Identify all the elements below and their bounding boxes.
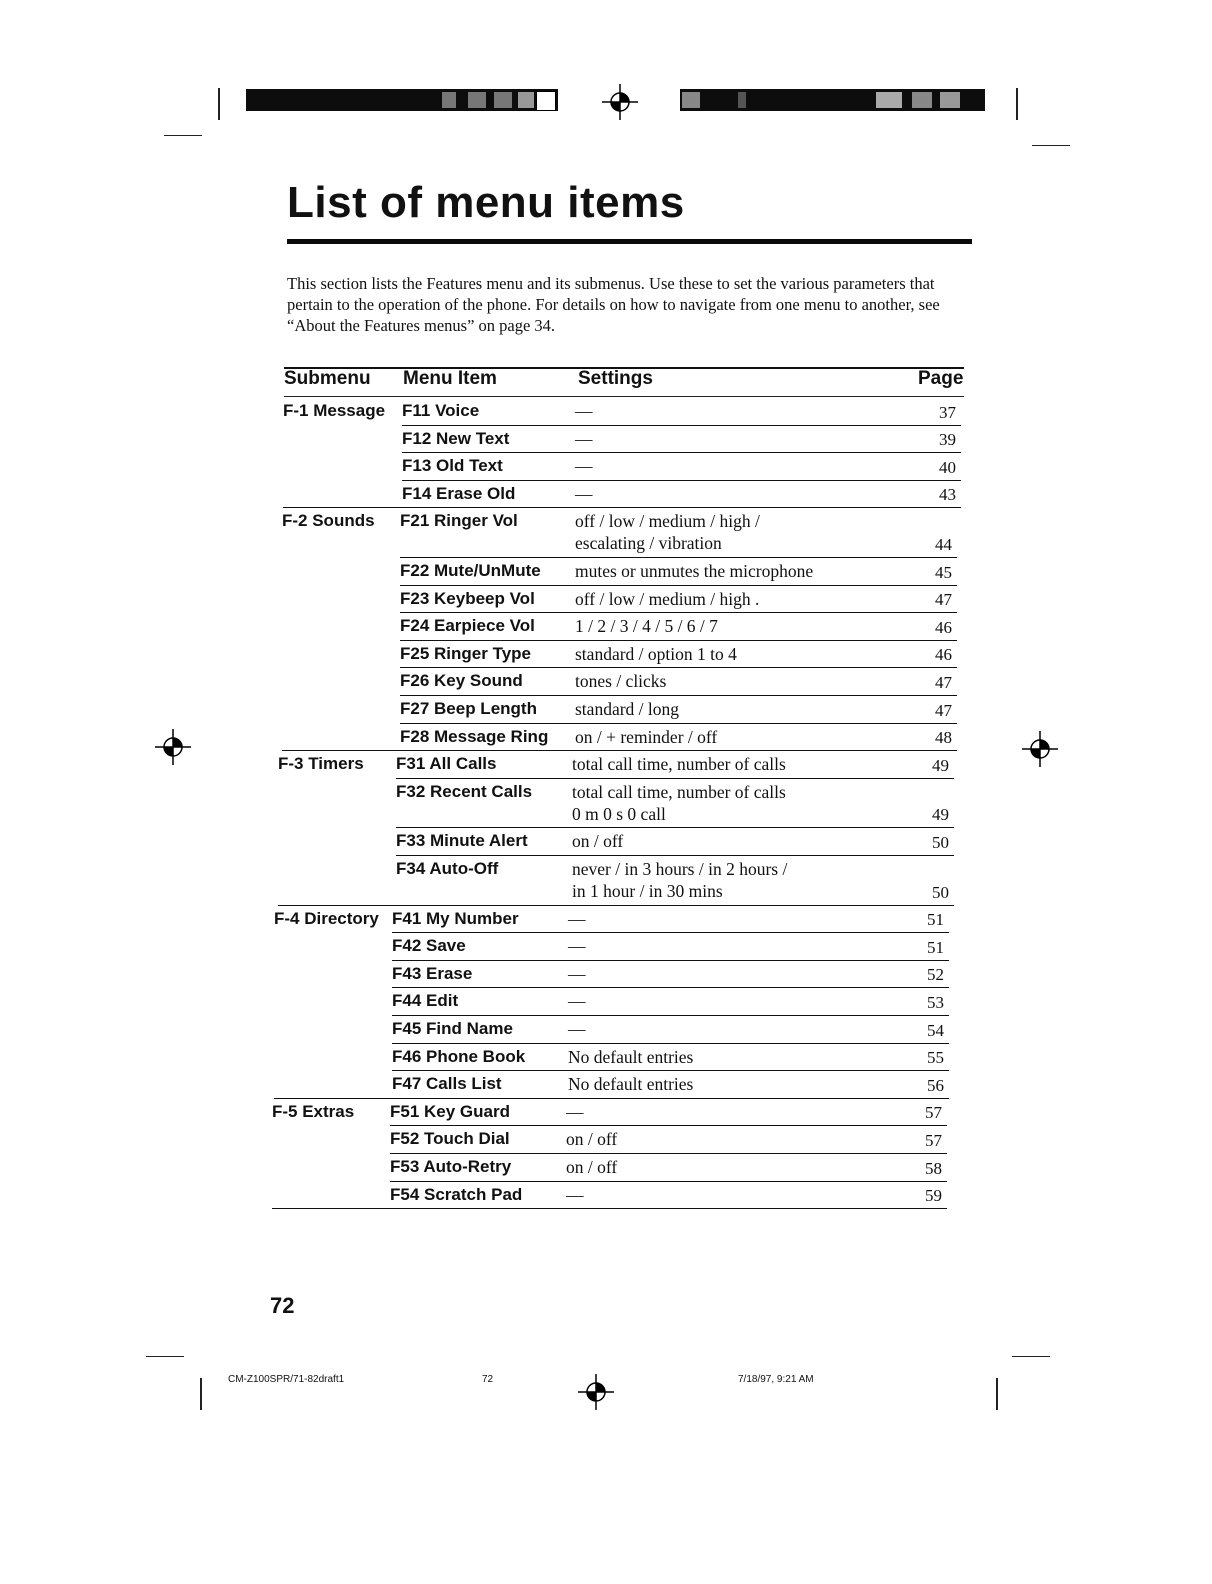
row-rule: [390, 1153, 947, 1154]
settings-value: standard / option 1 to 4: [575, 643, 737, 664]
table-row: [402, 399, 961, 427]
menu-item-label: F33 Minute Alert: [396, 831, 528, 851]
row-rule: [390, 1125, 947, 1126]
settings-value: —: [575, 401, 593, 421]
settings-value: escalating / vibration: [575, 533, 722, 554]
page-reference: 46: [935, 645, 952, 665]
menu-item-label: F51 Key Guard: [390, 1101, 510, 1121]
page-reference: 40: [939, 457, 956, 477]
settings-value: —: [568, 936, 586, 957]
page-reference: 47: [935, 590, 952, 610]
row-rule: [400, 612, 957, 613]
page-reference: 50: [932, 882, 949, 902]
page-reference: 37: [939, 402, 956, 422]
menu-item-label: F13 Old Text: [402, 456, 503, 476]
table-row: [392, 907, 949, 935]
menu-item-label: F26 Key Sound: [400, 671, 523, 691]
menu-item-label: F31 All Calls: [396, 754, 497, 774]
table-row: [390, 1155, 947, 1183]
page-number: 72: [270, 1293, 295, 1318]
page-reference: 51: [927, 910, 944, 930]
page-reference: 55: [927, 1048, 944, 1068]
menu-item-label: F27 Beep Length: [400, 699, 537, 718]
crop-mark: [164, 135, 202, 136]
settings-value: —: [575, 456, 593, 477]
menu-item-label: F12 New Text: [402, 428, 510, 448]
page-reference: 50: [932, 832, 949, 852]
menu-item-label: F52 Touch Dial: [390, 1129, 510, 1149]
row-rule: [392, 960, 949, 961]
footer-page: 72: [482, 1374, 494, 1385]
settings-value: —: [575, 428, 593, 449]
table-row: [396, 752, 954, 780]
menu-item-label: F43 Erase: [392, 963, 473, 983]
settings-value: on / off: [566, 1157, 618, 1177]
menu-item-label: F54 Scratch Pad: [390, 1184, 523, 1204]
row-rule: [390, 1181, 947, 1182]
page-reference: 47: [935, 672, 952, 692]
page-reference: 52: [927, 965, 944, 985]
header-settings: Settings: [578, 368, 653, 389]
table-row: [396, 780, 954, 830]
page-reference: 54: [927, 1020, 944, 1040]
menu-item-label: F41 My Number: [392, 908, 519, 928]
settings-value: —: [568, 963, 586, 984]
page-reference: 51: [927, 937, 944, 957]
crop-mark: [200, 1378, 202, 1410]
menu-item-label: F24 Earpiece Vol: [400, 616, 535, 636]
registration-mark-left-icon: [155, 729, 191, 765]
row-rule: [400, 695, 957, 696]
page-title: List of menu items: [287, 178, 685, 227]
header-menu-item: Menu Item: [403, 368, 497, 389]
settings-value: —: [566, 1184, 584, 1205]
table-row: [400, 587, 957, 615]
table-row: [392, 1017, 949, 1045]
table-row: [390, 1183, 947, 1211]
table-row: [396, 857, 954, 907]
menu-item-label: F42 Save: [392, 936, 466, 956]
settings-value: —: [568, 908, 586, 929]
registration-mark-top-icon: [602, 84, 638, 120]
table-row: [400, 725, 957, 753]
crop-mark: [996, 1378, 998, 1410]
table-row: [402, 454, 961, 482]
table-row: [392, 989, 949, 1017]
footer-file: CM-Z100SPR/71-82draft1: [228, 1374, 345, 1385]
submenu-label: F-1 Message: [283, 401, 386, 420]
crop-mark: [1012, 1356, 1050, 1357]
crop-mark: [1016, 88, 1018, 120]
table-row: [392, 962, 949, 990]
header-page: Page: [918, 368, 964, 389]
settings-value: total call time, number of calls: [572, 754, 786, 775]
settings-value: in 1 hour / in 30 mins: [572, 881, 723, 901]
menu-item-label: F25 Ringer Type: [400, 643, 531, 663]
group-rule: [274, 1098, 949, 1099]
page-reference: 49: [932, 755, 949, 775]
settings-value: —: [568, 1019, 586, 1039]
group-rule: [272, 1208, 947, 1209]
table-row: [390, 1127, 947, 1155]
page-reference: 39: [939, 430, 956, 450]
table-row: [392, 1072, 949, 1100]
table-row: [392, 934, 949, 962]
menu-item-label: F21 Ringer Vol: [400, 511, 518, 531]
menu-item-label: F46 Phone Book: [392, 1046, 526, 1066]
table-row: [400, 642, 957, 670]
menu-item-label: F47 Calls List: [392, 1074, 502, 1094]
settings-value: on / + reminder / off: [575, 726, 718, 747]
settings-value: tones / clicks: [575, 671, 667, 692]
menu-item-label: F28 Message Ring: [400, 726, 549, 746]
crop-mark: [1032, 145, 1070, 146]
table-row: [400, 697, 957, 725]
crop-mark: [218, 88, 220, 120]
table-row: [402, 427, 961, 455]
settings-value: No default entries: [568, 1046, 694, 1067]
menu-item-label: F32 Recent Calls: [396, 781, 533, 801]
settings-value: off / low / medium / high /: [575, 511, 760, 532]
registration-mark-right-icon: [1022, 731, 1058, 767]
row-rule: [402, 425, 961, 426]
table-row: [400, 509, 957, 559]
row-rule: [396, 778, 954, 779]
registration-mark-bottom-icon: [578, 1374, 614, 1410]
page-reference: 47: [935, 700, 952, 720]
title-rule: [287, 239, 972, 244]
page-reference: 56: [927, 1075, 944, 1095]
crop-mark: [146, 1356, 184, 1357]
group-rule: [283, 507, 961, 508]
row-rule: [392, 1015, 949, 1016]
menu-item-label: F34 Auto-Off: [396, 859, 499, 878]
table-row: [400, 614, 957, 642]
settings-value: No default entries: [568, 1074, 694, 1095]
table-row: [400, 559, 957, 587]
footer-datetime: 7/18/97, 9:21 AM: [738, 1374, 814, 1385]
page-reference: 46: [935, 617, 952, 637]
settings-value: off / low / medium / high .: [575, 588, 760, 609]
header-submenu: Submenu: [284, 368, 371, 389]
menu-item-label: F53 Auto-Retry: [390, 1157, 512, 1176]
settings-value: mutes or unmutes the microphone: [575, 561, 814, 581]
menu-item-label: F45 Find Name: [392, 1019, 513, 1038]
row-rule: [400, 667, 957, 668]
settings-value: standard / long: [575, 699, 680, 719]
page-reference: 48: [935, 728, 952, 748]
table-row: [390, 1100, 947, 1128]
submenu-label: F-4 Directory: [274, 908, 379, 928]
row-rule: [392, 987, 949, 988]
table-row: [400, 669, 957, 697]
page-reference: 45: [935, 562, 952, 582]
row-rule: [392, 1070, 949, 1071]
menu-item-label: F23 Keybeep Vol: [400, 588, 535, 608]
intro-paragraph: This section lists the Features menu and its submenus. Use these to set the various parameters that pertain to the operation of the phone. For details on how to navigate from one menu to another, see “About the Features menus” on page 34.: [287, 274, 940, 335]
settings-value: —: [566, 1101, 584, 1122]
submenu-label: F-3 Timers: [278, 754, 364, 774]
row-rule: [396, 827, 954, 828]
page-reference: 59: [925, 1186, 942, 1206]
row-rule: [400, 723, 957, 724]
row-rule: [392, 1043, 949, 1044]
row-rule: [402, 452, 961, 453]
row-rule: [400, 557, 957, 558]
page-reference: 43: [939, 485, 956, 505]
menu-item-label: F44 Edit: [392, 991, 459, 1011]
page-reference: 49: [932, 805, 949, 825]
group-rule: [278, 905, 954, 906]
header-rule: [284, 396, 964, 397]
color-bar-right: [680, 89, 985, 111]
group-rule: [282, 750, 957, 751]
page-reference: 58: [925, 1158, 942, 1178]
page-reference: 44: [935, 534, 952, 554]
submenu-label: F-2 Sounds: [282, 511, 375, 531]
row-rule: [392, 932, 949, 933]
settings-value: on / off: [566, 1129, 618, 1150]
settings-value: never / in 3 hours / in 2 hours /: [572, 859, 788, 879]
menu-item-label: F11 Voice: [402, 401, 480, 420]
settings-value: total call time, number of calls: [572, 781, 786, 802]
table-row: [402, 482, 961, 510]
settings-value: —: [575, 483, 593, 504]
table-row: [392, 1045, 949, 1073]
settings-value: on / off: [572, 831, 624, 852]
settings-value: —: [568, 991, 586, 1012]
settings-value: 0 m 0 s 0 call: [572, 803, 666, 824]
row-rule: [402, 480, 961, 481]
page-reference: 57: [925, 1130, 942, 1150]
row-rule: [396, 855, 954, 856]
color-bar-left: [246, 89, 558, 111]
table-row: [396, 829, 954, 857]
menu-item-label: F14 Erase Old: [402, 483, 516, 503]
page-reference: 53: [927, 992, 944, 1012]
page-reference: 57: [925, 1103, 942, 1123]
row-rule: [400, 640, 957, 641]
settings-value: 1 / 2 / 3 / 4 / 5 / 6 / 7: [575, 616, 718, 637]
menu-item-label: F22 Mute/UnMute: [400, 561, 541, 580]
row-rule: [400, 585, 957, 586]
submenu-label: F-5 Extras: [272, 1101, 355, 1121]
